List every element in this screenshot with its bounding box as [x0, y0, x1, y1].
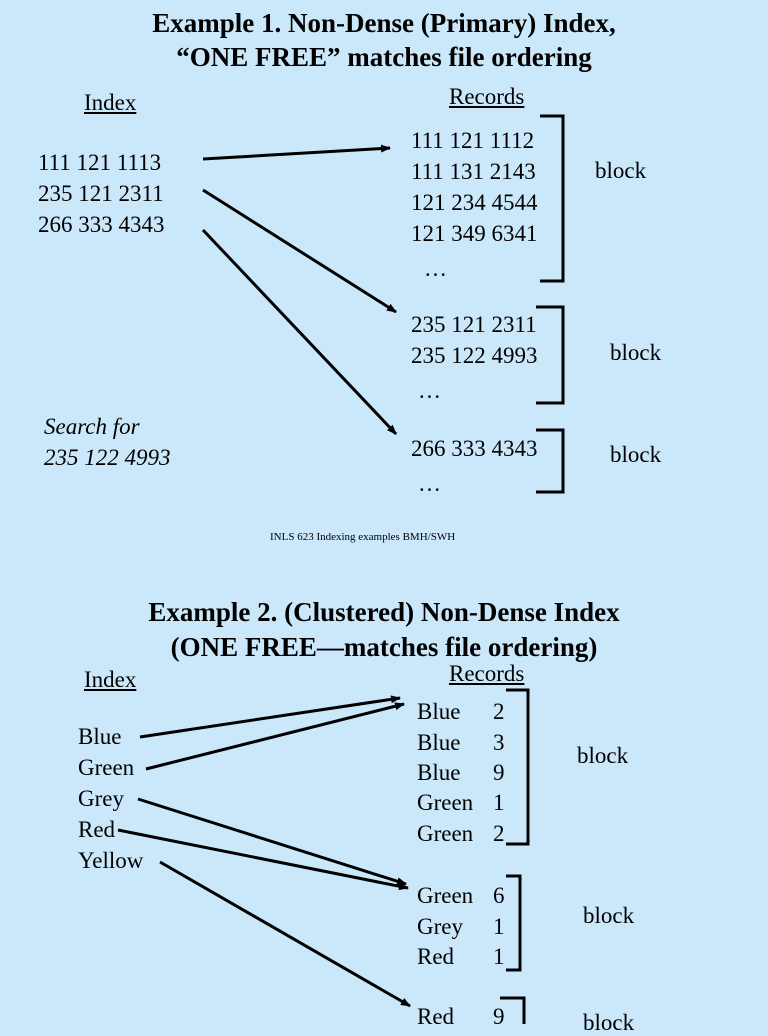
bracket-ex1-block1	[540, 116, 563, 281]
ex1-record: 121 234 4544	[411, 190, 538, 215]
ex1-ellipsis: …	[418, 471, 441, 496]
ex2-title-line2: (ONE FREE—matches file ordering)	[170, 632, 598, 662]
ex2-record-name: Grey	[417, 914, 463, 939]
slide-footer: INLS 623 Indexing examples BMH/SWH	[270, 531, 456, 543]
arrow-ex1-1	[203, 148, 390, 159]
ex2-index-header: Index	[84, 667, 137, 692]
ex1-block-label: block	[610, 340, 662, 365]
ex1-search-value: 235 122 4993	[44, 445, 171, 470]
bracket-ex1-block3	[536, 430, 563, 492]
ex1-search-label: Search for	[44, 414, 140, 439]
ex2-record-name: Green	[417, 790, 474, 815]
ex1-title-line1: Example 1. Non-Dense (Primary) Index,	[152, 8, 616, 38]
ex1-record: 235 121 2311	[411, 312, 537, 337]
ex2-record-num: 3	[493, 730, 505, 755]
ex2-record-num: 2	[493, 821, 505, 846]
ex1-record: 266 333 4343	[411, 436, 538, 461]
ex2-record-num: 1	[493, 790, 505, 815]
ex2-record-num: 1	[493, 944, 505, 969]
ex2-index-entry: Red	[78, 817, 116, 842]
ex2-record-num: 2	[493, 699, 505, 724]
ex2-record-name: Red	[417, 944, 455, 969]
ex2-index-entry: Grey	[78, 786, 124, 811]
ex2-index-entry: Green	[78, 755, 135, 780]
arrow-ex2-green	[146, 704, 404, 769]
ex1-title-line2: “ONE FREE” matches file ordering	[176, 42, 592, 72]
ex2-record-name: Blue	[417, 760, 461, 785]
ex2-block-label: block	[577, 743, 629, 768]
ex1-index-entry: 111 121 1113	[38, 150, 162, 175]
ex2-records-header: Records	[449, 661, 525, 686]
ex2-record-num: 6	[493, 883, 505, 908]
ex1-record: 111 121 1112	[411, 128, 535, 153]
ex2-record-name: Green	[417, 883, 474, 908]
ex2-record-num: 9	[493, 1004, 505, 1029]
ex1-index-header: Index	[84, 90, 137, 115]
ex1-record: 235 122 4993	[411, 343, 538, 368]
ex1-block-label: block	[595, 158, 647, 183]
ex2-index-entry: Yellow	[78, 848, 144, 873]
ex1-record: 111 131 2143	[411, 159, 536, 184]
ex2-record-num: 1	[493, 914, 505, 939]
bracket-ex1-block2	[536, 307, 563, 403]
ex2-block-label: block	[583, 903, 635, 928]
ex2-record-name: Green	[417, 821, 474, 846]
ex2-block-label: block	[583, 1010, 635, 1035]
ex1-ellipsis: …	[418, 378, 441, 403]
ex2-index-entry: Blue	[78, 724, 122, 749]
ex1-records-header: Records	[449, 84, 525, 109]
ex1-block-label: block	[610, 442, 662, 467]
arrow-ex2-yellow	[160, 862, 410, 1006]
arrow-ex1-3	[203, 230, 396, 434]
ex2-record-num: 9	[493, 760, 505, 785]
ex2-record-name: Blue	[417, 730, 461, 755]
ex1-index-entry: 235 121 2311	[38, 181, 164, 206]
ex1-ellipsis: …	[424, 256, 447, 281]
bracket-ex2-block2	[506, 876, 520, 970]
arrow-ex1-2	[203, 190, 396, 312]
ex2-title-line1: Example 2. (Clustered) Non-Dense Index	[148, 597, 620, 627]
ex1-record: 121 349 6341	[411, 221, 538, 246]
arrow-ex2-blue	[140, 698, 400, 737]
ex2-record-name: Red	[417, 1004, 455, 1029]
ex1-index-entry: 266 333 4343	[38, 212, 165, 237]
ex2-record-name: Blue	[417, 699, 461, 724]
bracket-ex2-block1	[506, 690, 528, 844]
